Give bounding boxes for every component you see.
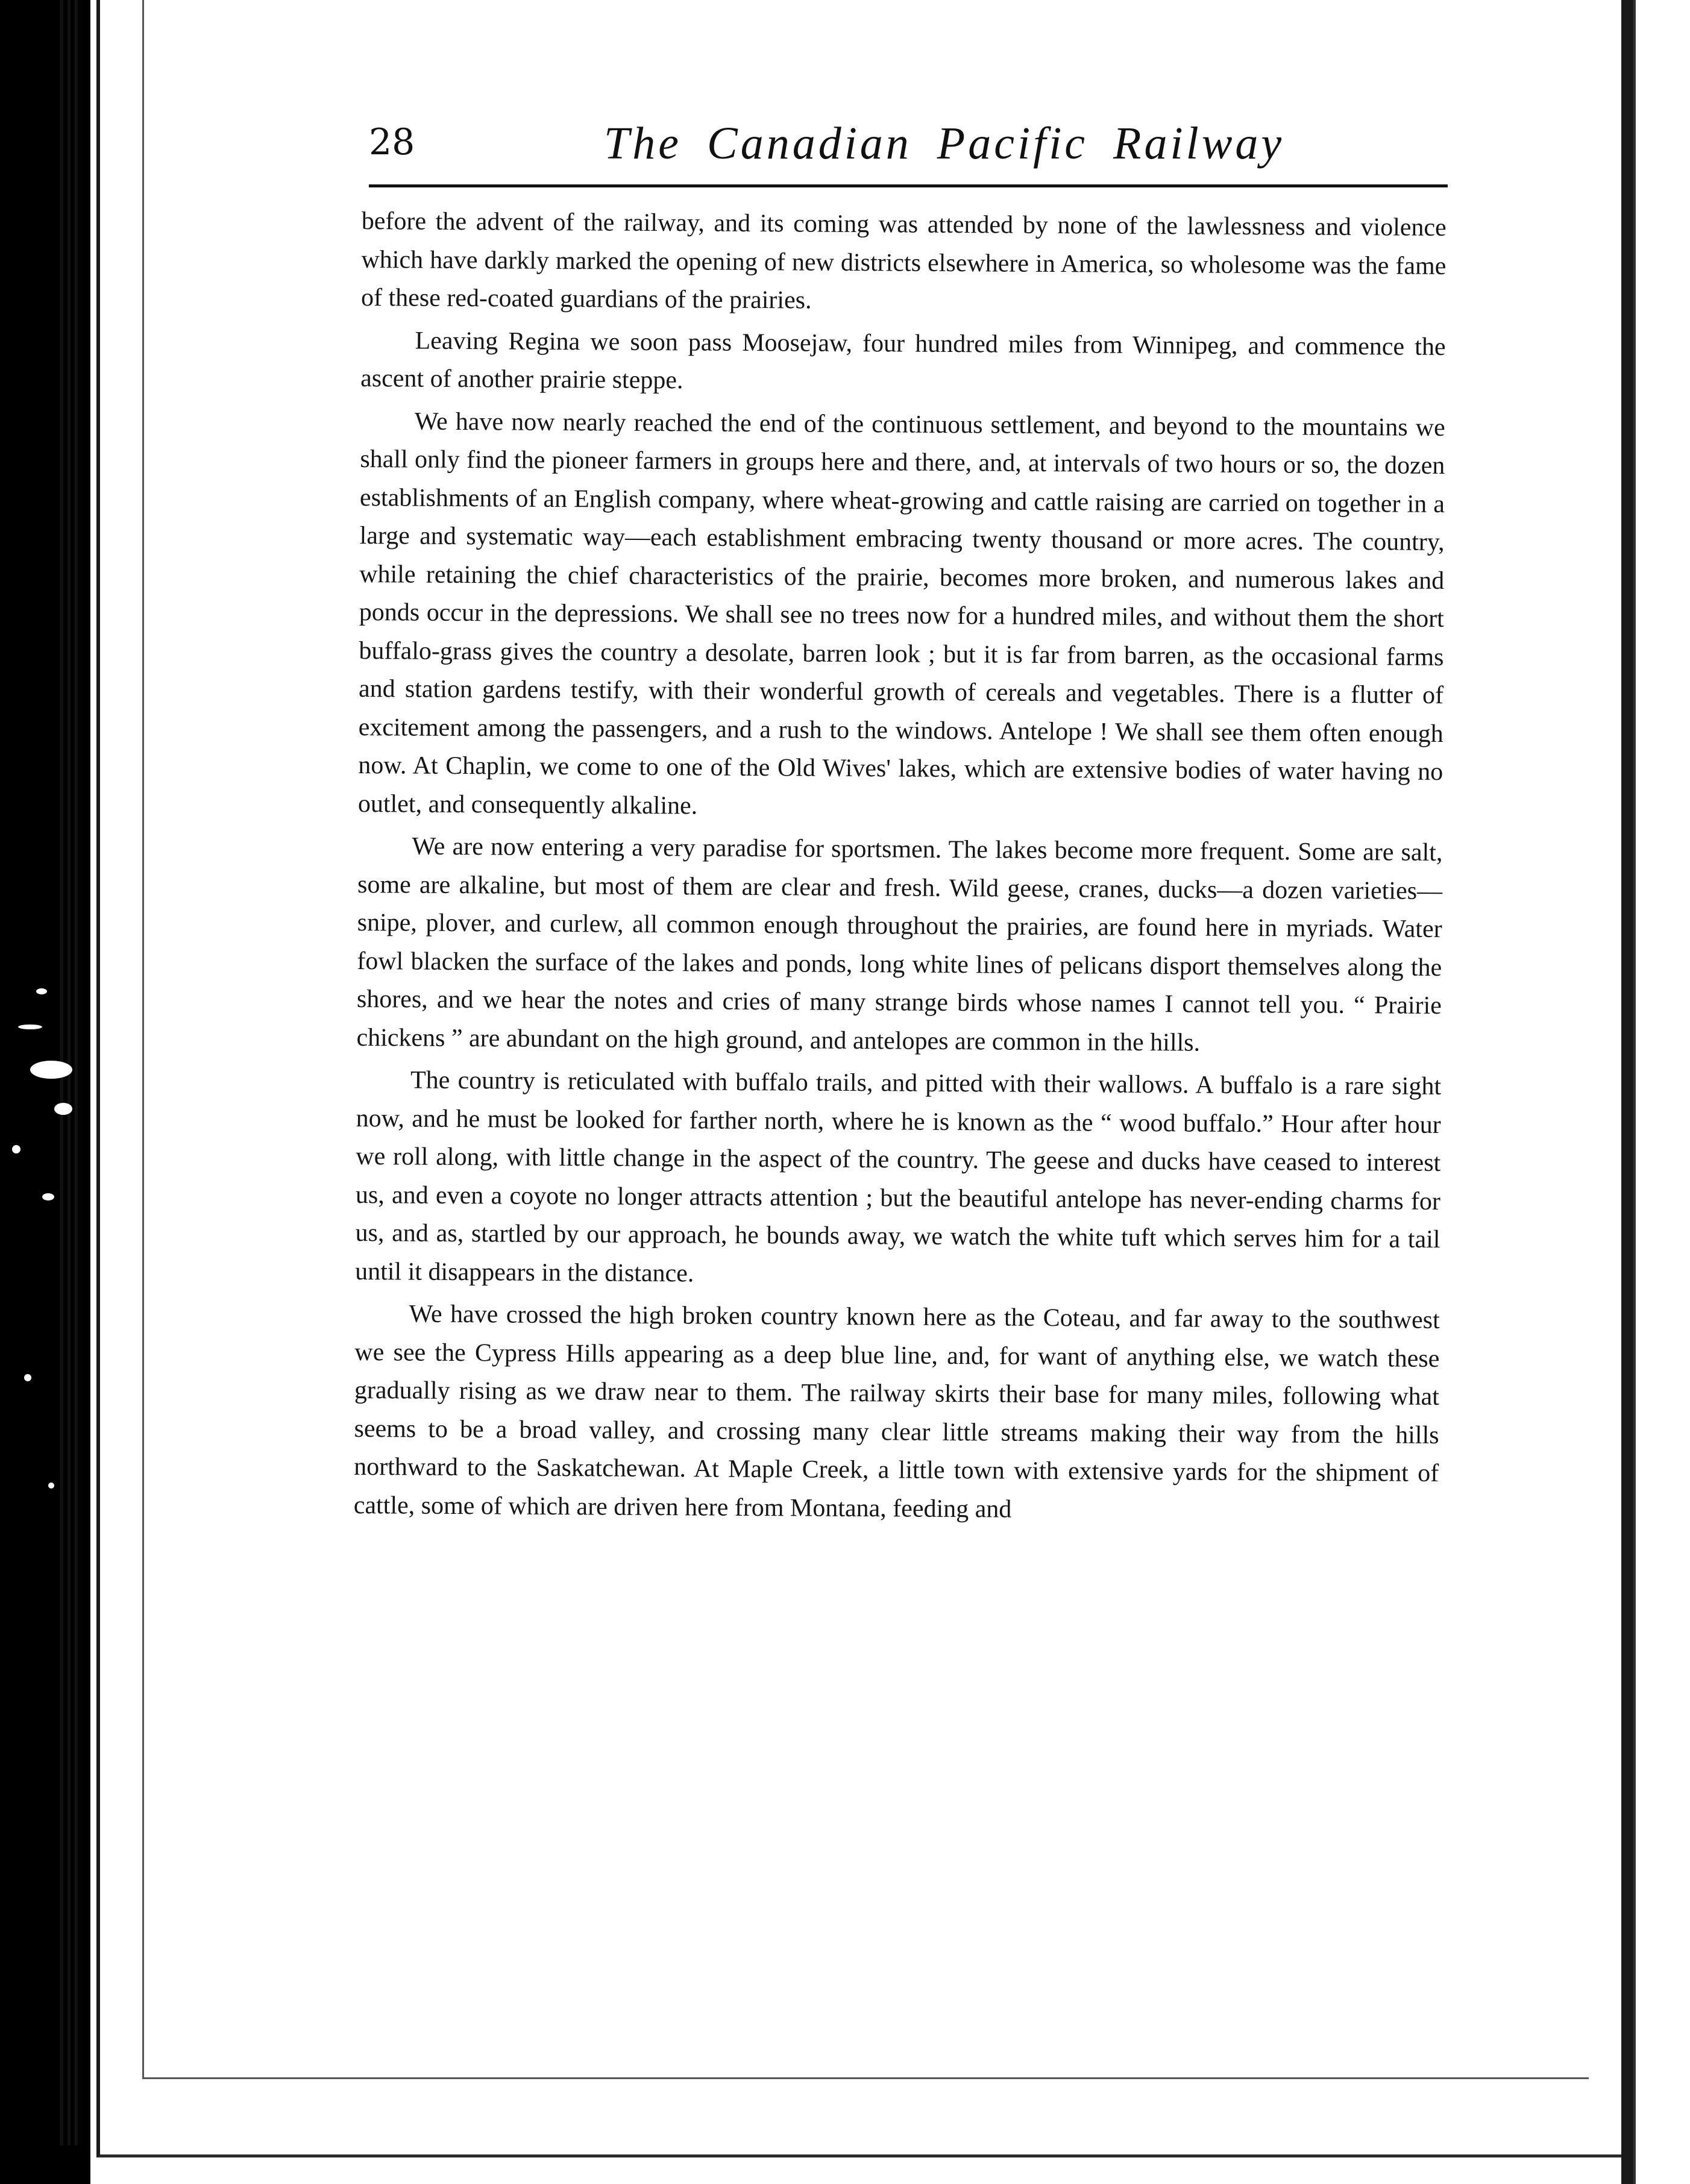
paragraph: We have crossed the high broken country known here as the Coteau, and far away to the southwest we see the Cypress Hills appearing as a deep blue line, and, for want of anything else, we watch these gradually rising as we draw near to them. The railway skirts their base for many miles, following what seems to be a broad valley, and crossing many clear little streams making their way from the hills northward to the Saskatchewan. At Maple Creek, a little town with extensive yards for the shipment of cattle, some of which are driven here from Montana, feeding and xyxy=(353,1300,1440,1523)
facing-page xyxy=(1633,0,1690,2184)
scan-speck xyxy=(42,1193,54,1200)
scan-speck xyxy=(24,1374,31,1381)
gutter-edge-line xyxy=(75,0,78,2145)
page-number: 28 xyxy=(369,121,415,163)
paragraph: We have now nearly reached the end of the continuous settlement, and beyond to the mountains we shall only find the pioneer farmers in groups here and there, and, at intervals of two hours or so, the dozen establishments of an English company, where wheat-growing and cattle raising are carried on together in a large and systematic way—each establishment embracing twenty thousand or more acres. The country, while retaining the chief characteristics of the prairie, becomes more broken, and numerous lakes and ponds occur in the depressions. We shall see no trees now for a hundred miles, and without them the short buffalo-grass gives the country a desolate, barren look ; but it is far from barren, as the occasional farms and station gardens testify, with their wonderful growth of cereals and vegetables. There is a flutter of excitement among the passengers, and a rush to the windows. Antelope ! We shall see them often enough now. At Chaplin, we come to one of the Old Wives' lakes, which are extensive bodies of water having no outlet, and consequently alkaline. xyxy=(357,407,1445,820)
scan-speck xyxy=(12,1145,20,1153)
scan-speck xyxy=(30,1061,72,1079)
paragraph: Leaving Regina we soon pass Moosejaw, four hundred miles from Winnipeg, and commence the ascent of another prairie steppe. xyxy=(360,327,1446,395)
paragraph: We are now entering a very paradise for sportsmen. The lakes become more frequent. Some are salt, some are alkaline, but most of them are clear and fresh. Wild geese, cranes, ducks—a dozen varieties—snipe, plover, and curlew, all common enough throughout the prairies, are found here in myriads. Water fowl blacken the surface of the lakes and ponds, long white lines of pelicans disport themselves along the shores, and we hear the notes and cries of many strange birds whose names I cannot tell you. “ Prairie chickens ” are abundant on the high ground, and antelopes are common in the hills. xyxy=(356,832,1443,1057)
scan-speck xyxy=(36,988,47,994)
running-title: The Canadian Pacific Railway xyxy=(604,118,1285,169)
running-header xyxy=(369,118,1448,187)
paragraph: The country is reticulated with buffalo trails, and pitted with their wallows. A buffalo is a rare sight now, and he must be looked for farther north, where he is known as the “ wood buffalo.” Hour after hour we roll along, with little change in the aspect of the country. The geese and ducks have ceased to interest us, and even a coyote no longer attracts attention ; but the beautiful antelope has never-ending charms for us, and as, startled by our approach, he bounds away, we watch the white tuft which serves him for a tail until it disappears in the distance. xyxy=(355,1066,1442,1287)
scan-speck xyxy=(54,1103,72,1115)
scan-speck xyxy=(48,1483,54,1489)
body-text xyxy=(354,202,1447,1531)
paragraph: before the advent of the railway, and its coming was attended by none of the lawlessness and violence which have darkly marked the opening of new districts elsewhere in America, so wholesome was the fame of these red-coated guardians of the prairies. xyxy=(360,207,1447,315)
scan-speck xyxy=(18,1025,42,1029)
binding-gutter xyxy=(0,0,90,2184)
facing-page-edge xyxy=(1621,0,1633,2184)
